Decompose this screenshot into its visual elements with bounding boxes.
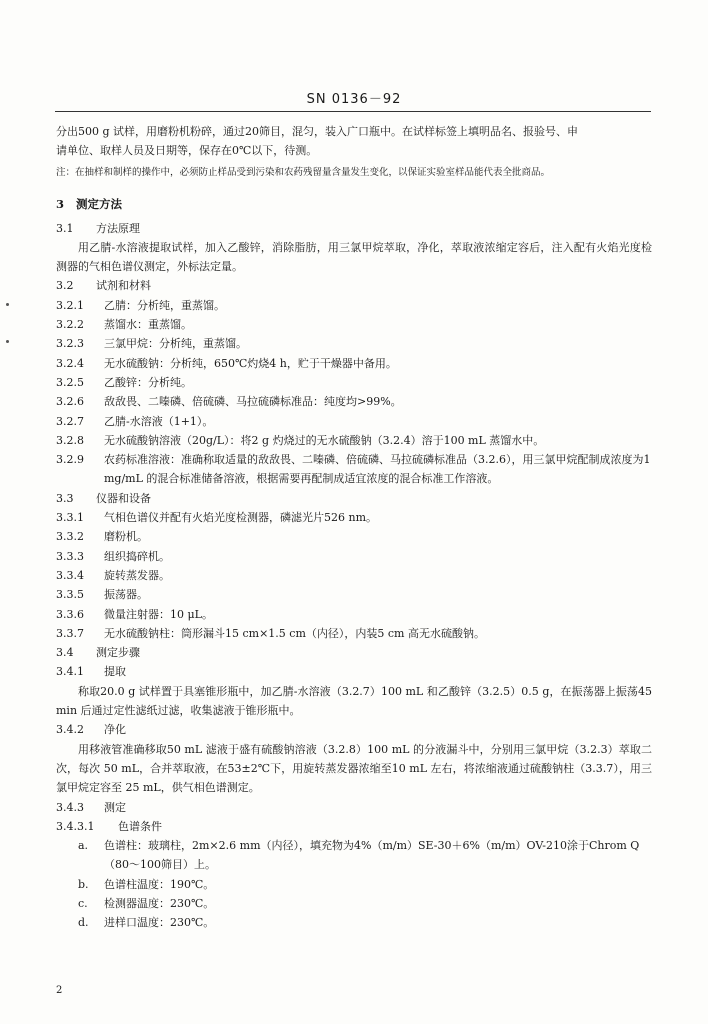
clause-text: 旋转蒸发器。 <box>104 568 170 582</box>
intro-line-1: 分出500 g 试样，用磨粉机粉碎，通过20筛目，混匀，装入广口瓶中。在试样标签上填明品名、报验号、申 <box>56 125 579 138</box>
item-text: 检测器温度：230℃。 <box>104 896 215 910</box>
clause-number: 3.2.5 <box>56 375 84 389</box>
clause-text: 振荡器。 <box>104 588 148 602</box>
heading-3-4 <box>56 643 652 662</box>
list-item <box>56 296 652 315</box>
clause-number: 3.2.2 <box>56 318 84 332</box>
clause-number: 3.4 <box>56 646 74 660</box>
heading-3-4-3 <box>56 798 652 817</box>
chromatographic-conditions <box>56 836 652 932</box>
scan-speck <box>6 303 9 306</box>
list-item <box>56 354 652 373</box>
principle-text: 用乙腈-水溶液提取试样，加入乙酸锌，消除脂肪，用三氯甲烷萃取，净化，萃取液浓缩定容后，注入配有火焰光度检测器的气相色谱仪测定，外标法定量。 <box>56 240 652 274</box>
clause-text: 无水硫酸钠：分析纯，650℃灼烧4 h，贮于干燥器中备用。 <box>104 356 397 370</box>
list-item <box>56 585 652 604</box>
list-item <box>56 392 652 411</box>
list-item <box>56 450 652 489</box>
note: 注：在抽样和制样的操作中，必须防止样品受到污染和农药残留量含量发生变化，以保证实验室样品能代表全批商品。 <box>56 166 551 178</box>
item-text: 色谱柱温度：190℃。 <box>104 877 215 891</box>
clause-text: 农药标准溶液：准确称取适量的敌敌畏、二嗪磷、倍硫磷、马拉硫磷标准品（3.2.6），用三氯甲烷配制成浓度为1 mg/mL 的混合标准储备溶液，根据需要再配制成适宜浓度的混合标准工作溶液。 <box>104 453 651 486</box>
body-content <box>56 122 652 933</box>
clause-text: 无水硫酸钠柱：筒形漏斗15 cm×1.5 cm（内径），内装5 cm 高无水硫酸钠。 <box>104 626 485 640</box>
standard-number: SN 0136－92 <box>306 92 402 107</box>
clause-title: 方法原理 <box>96 221 140 235</box>
list-item <box>56 913 652 932</box>
clause-number: 3.2.7 <box>56 414 84 428</box>
clause-number: 3.2 <box>56 279 74 293</box>
list-item <box>56 875 652 894</box>
list-item <box>56 836 652 875</box>
clause-text: 三氯甲烷：分析纯，重蒸馏。 <box>104 337 247 351</box>
list-item <box>56 315 652 334</box>
list-item <box>56 566 652 585</box>
heading-3-4-3-1 <box>56 817 652 836</box>
header-rule <box>55 111 651 112</box>
list-item <box>56 412 652 431</box>
clause-title: 测定步骤 <box>96 646 140 660</box>
clause-number: 3.4.2 <box>56 723 84 737</box>
clause-title: 提取 <box>104 665 126 679</box>
clause-number: 3.4.1 <box>56 665 84 679</box>
clause-number: 3.4.3.1 <box>56 819 95 833</box>
clause-number: 3.2.1 <box>56 298 84 312</box>
clause-text: 乙酸锌：分析纯。 <box>104 375 192 389</box>
clause-text: 组织捣碎机。 <box>104 549 170 563</box>
clause-title: 试剂和材料 <box>96 279 151 293</box>
item-text: 色谱柱：玻璃柱，2m×2.6 mm（内径），填充物为4%（m/m）SE-30＋6%（m/m）OV-210涂于Chrom Q（80～100筛目）上。 <box>104 839 640 872</box>
clause-text: 敌敌畏、二嗪磷、倍硫磷、马拉硫磷标准品：纯度均>99%。 <box>104 395 402 409</box>
heading-3-4-2 <box>56 720 652 739</box>
clause-number: 3.3 <box>56 491 74 505</box>
cleanup-text: 用移液管准确移取50 mL 滤液于盛有硫酸钠溶液（3.2.8）100 mL 的分液漏斗中，分别用三氯甲烷（3.2.3）萃取二次，每次 50 mL，合并萃取液，在53±2℃下，用旋转蒸发器浓缩至10 mL 左右，将浓缩液通过硫酸钠柱（3.3.7），用三氯甲烷定容至 25 mL，供气相色谱测定。 <box>56 742 652 795</box>
instrument-list <box>56 508 652 643</box>
clause-number: 3.1 <box>56 221 74 235</box>
clause-text: 乙腈-水溶液（1+1）。 <box>104 414 214 428</box>
heading-3-2 <box>56 276 652 295</box>
reagent-list <box>56 296 652 489</box>
item-label: d. <box>78 916 89 930</box>
clause-title: 测定 <box>104 800 126 814</box>
list-item <box>56 334 652 353</box>
clause-number: 3.2.4 <box>56 356 84 370</box>
heading-3-4-1 <box>56 662 652 681</box>
list-item <box>56 508 652 527</box>
clause-title: 色谱条件 <box>118 819 162 833</box>
clause-text: 气相色谱仪并配有火焰光度检测器，磷滤光片526 nm。 <box>104 511 378 525</box>
clause-text: 乙腈：分析纯，重蒸馏。 <box>104 298 225 312</box>
clause-text: 蒸馏水：重蒸馏。 <box>104 318 192 332</box>
clause-number: 3.2.9 <box>56 453 84 467</box>
item-label: c. <box>78 896 88 910</box>
clause-number: 3.2.8 <box>56 433 84 447</box>
list-item <box>56 894 652 913</box>
clause-title: 仪器和设备 <box>96 491 151 505</box>
section-title: 测定方法 <box>76 196 123 211</box>
clause-text: 磨粉机。 <box>104 530 148 544</box>
clause-number: 3.3.2 <box>56 530 84 544</box>
clause-number: 3.2.3 <box>56 337 84 351</box>
clause-text: 微量注射器：10 μL。 <box>104 607 213 621</box>
clause-number: 3.4.3 <box>56 800 84 814</box>
page-number: 2 <box>56 985 63 996</box>
list-item <box>56 373 652 392</box>
section-3-heading <box>56 195 652 214</box>
item-label: a. <box>78 839 89 853</box>
heading-3-3 <box>56 489 652 508</box>
list-item <box>56 527 652 546</box>
intro-line-2: 请单位、取样人员及日期等，保存在0℃以下，待测。 <box>56 144 318 158</box>
clause-number: 3.2.6 <box>56 395 84 409</box>
clause-title: 净化 <box>104 723 126 737</box>
clause-number: 3.3.5 <box>56 588 84 602</box>
item-label: b. <box>78 877 89 891</box>
list-item <box>56 431 652 450</box>
item-text: 进样口温度：230℃。 <box>104 916 215 930</box>
clause-number: 3.3.6 <box>56 607 84 621</box>
list-item <box>56 547 652 566</box>
list-item <box>56 605 652 624</box>
section-number: 3 <box>56 196 65 211</box>
extraction-text: 称取20.0 g 试样置于具塞锥形瓶中，加乙腈-水溶液（3.2.7）100 mL 和乙酸锌（3.2.5）0.5 g，在振荡器上振荡45 min 后通过定性滤纸过滤，收集滤液于锥形瓶中。 <box>56 684 652 718</box>
clause-number: 3.3.7 <box>56 626 84 640</box>
list-item <box>56 624 652 643</box>
clause-number: 3.3.1 <box>56 511 84 525</box>
clause-text: 无水硫酸钠溶液（20g/L）：将2 g 灼烧过的无水硫酸钠（3.2.4）溶于100 mL 蒸馏水中。 <box>104 433 545 447</box>
clause-number: 3.3.4 <box>56 568 84 582</box>
heading-3-1 <box>56 219 652 238</box>
scan-speck <box>6 340 9 343</box>
clause-number: 3.3.3 <box>56 549 84 563</box>
